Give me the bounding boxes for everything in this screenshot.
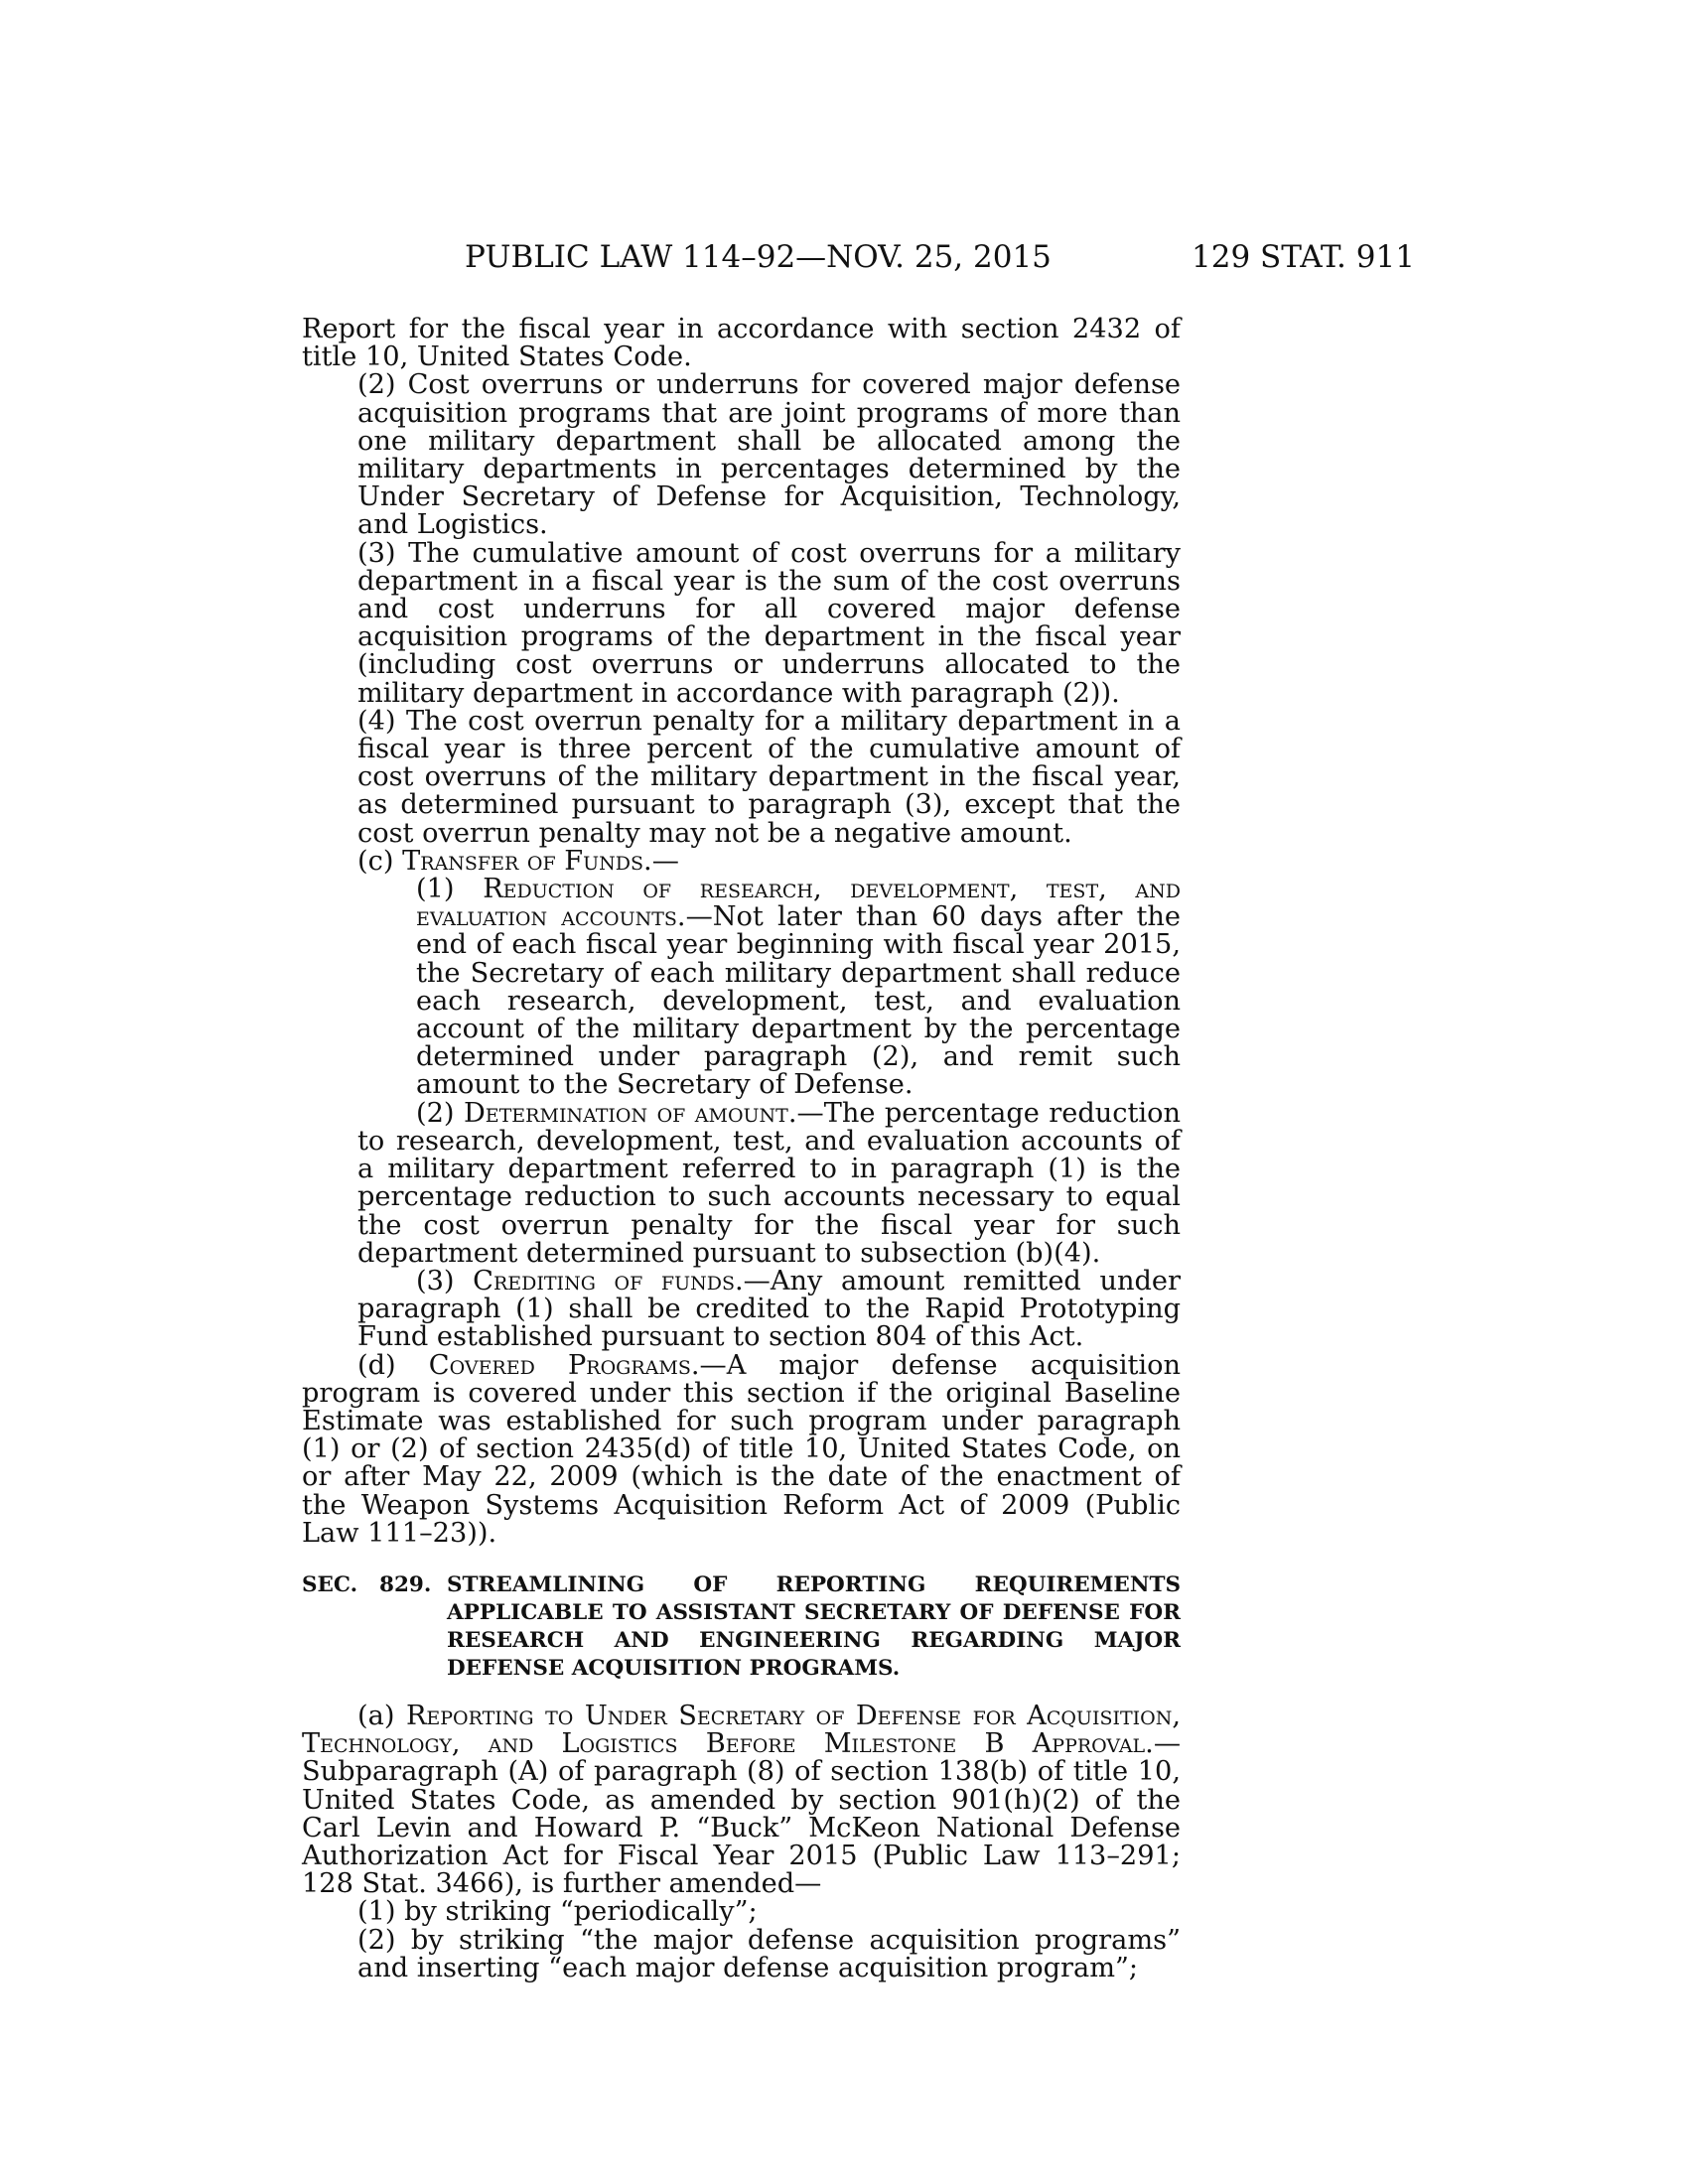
subsection-c-dash: —: [651, 845, 679, 877]
paragraph-c2: [302, 1097, 1181, 1269]
paragraph-c3-text: —Any amount remitted under paragraph (1) shall be credited to the Rapid Prototyping Fund established pursuant to section 804 of this Act.: [357, 1265, 1181, 1353]
paragraph-c1: [302, 876, 1181, 1100]
section-title: STREAMLINING OF REPORTING REQUIREMENTS APPLICABLE TO ASSISTANT SECRETARY OF DEFENSE FOR RESEARCH AND ENGINEERING REGARDING MAJOR DEFENSE ACQUISITION PROGRAMS.: [447, 1571, 1181, 1681]
paragraph-c1-prefix: (1): [416, 874, 484, 905]
subsection-a: [302, 1700, 1181, 1900]
subsection-c-title: Transfer of Funds.: [402, 845, 652, 877]
section-label: SEC.: [302, 1571, 358, 1597]
statute-text: [302, 316, 1181, 1982]
section-heading: [302, 1571, 1181, 1683]
running-header-title: PUBLIC LAW 114–92—NOV. 25, 2015: [465, 239, 1052, 275]
subsection-d-prefix: (d): [357, 1349, 429, 1381]
paragraph-c3: [302, 1265, 1181, 1353]
paragraph-c1-heading: Reduction of research, development, test, and evaluation accounts.: [416, 874, 1182, 933]
paragraph-b2: (2) Cost overruns or underruns for covered major defense acquisition programs that are joint programs of more than one military department shall be allocated among the military departments in percentages determined by the Under Secretary of Defense for Acquisition, Technology, and Logistics.: [357, 369, 1181, 541]
subsection-c-heading: [302, 845, 1181, 877]
running-header-stat-page: 129 STAT. 911: [1192, 239, 1415, 275]
subsection-d: [302, 1349, 1182, 1549]
subsection-a-prefix: (a): [357, 1700, 406, 1731]
subsection-a-heading: Reporting to Under Secretary of Defense for Acquisition, Technology, and Logistics Before Milestone B Approval.: [302, 1700, 1181, 1760]
paragraph-c3-prefix: (3): [416, 1265, 474, 1297]
subsection-a-text: —Subparagraph (A) of paragraph (8) of section 138(b) of title 10, United States Code, as amended by section 901(h)(2) of the Carl Levin and Howard P. “Buck” McKeon National Defense Authorization Act for Fiscal Year 2015 (Public Law 113–291; 128 Stat. 3466), is further amended—: [302, 1728, 1181, 1900]
paragraph-continuation: Report for the fiscal year in accordance with section 2432 of title 10, United States Code.: [302, 314, 1181, 373]
paragraph-a2: (2) by striking “the major defense acquisition programs” and inserting “each major defense acquisition program”;: [357, 1924, 1181, 1983]
paragraph-c3-heading: Crediting of funds.: [473, 1265, 744, 1297]
paragraph-c2-heading: Determination of amount.: [463, 1097, 797, 1129]
subsection-d-text: —A major defense acquisition program is covered under this section if the original Baseline Estimate was established for such program under paragraph (1) or (2) of section 2435(d) of title 10, United States Code, on or after May 22, 2009 (which is the date of the enactment of the Weapon Systems Acquisition Reform Act of 2009 (Public Law 111–23)).: [302, 1349, 1182, 1549]
section-number: 829.: [379, 1571, 432, 1597]
paragraph-b4: (4) The cost overrun penalty for a military department in a fiscal year is three percent of the cumulative amount of cost overruns of the military department in the fiscal year, as determined pursuant to paragraph (3), except that the cost overrun penalty may not be a negative amount.: [357, 705, 1181, 849]
subsection-d-heading: Covered Programs.: [428, 1349, 700, 1381]
paragraph-c1-text: —Not later than 60 days after the end of each fiscal year beginning with fiscal year 2015, the Secretary of each military department shall reduce each research, development, test, and evaluation account of the military department by the percentage determined under paragraph (2), and remit such amount to the Secretary of Defense.: [416, 901, 1181, 1101]
subsection-c-prefix: (c): [357, 845, 403, 877]
paragraph-b3: (3) The cumulative amount of cost overruns for a military department in a fiscal year is the sum of the cost overruns and cost underruns for all covered major defense acquisition programs of the department in the fiscal year (including cost overruns or underruns allocated to the military department in accordance with paragraph (2)).: [357, 537, 1181, 709]
paragraph-c2-prefix: (2): [416, 1097, 464, 1129]
paragraph-a1: (1) by striking “periodically”;: [357, 1896, 758, 1928]
paragraph-c2-text: —The percentage reduction to research, development, test, and evaluation accounts of a military department referred to in paragraph (1) is the percentage reduction to such accounts necessary to equal the cost overrun penalty for the fiscal year for such department determined pursuant to subsection (b)(4).: [357, 1097, 1181, 1269]
